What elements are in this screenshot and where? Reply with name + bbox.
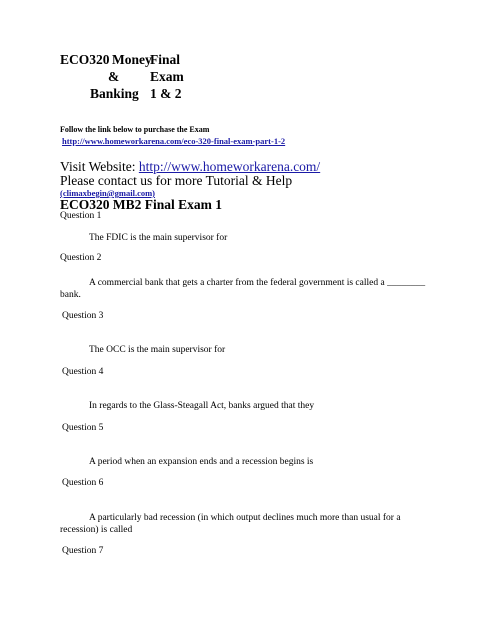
title-ampersand: &	[108, 69, 120, 84]
question-7-label: Question 7	[62, 546, 104, 556]
question-6-text: A particularly bad recession (in which output declines much more than usual for a	[89, 513, 401, 523]
question-5-label: Question 5	[62, 423, 104, 433]
title-banking: Banking	[90, 86, 139, 101]
exam-heading: ECO320 MB2 Final Exam 1	[60, 197, 223, 212]
question-4-label: Question 4	[62, 367, 104, 377]
title-exam: Exam	[150, 69, 184, 84]
purchase-instruction: Follow the link below to purchase the Exam	[60, 125, 210, 134]
question-3-text: The OCC is the main supervisor for	[89, 345, 226, 355]
website-link[interactable]: http://www.homeworkarena.com/	[138, 159, 321, 174]
question-4-text: In regards to the Glass-Steagall Act, banks argued that they	[89, 401, 315, 411]
question-2-text-cont: bank.	[60, 290, 81, 300]
question-1-text: The FDIC is the main supervisor for	[89, 233, 228, 243]
title-final: Final	[150, 52, 181, 67]
question-3-label: Question 3	[62, 311, 104, 321]
purchase-link[interactable]: http://www.homeworkarena.com/eco-320-final-exam-part-1-2	[62, 136, 286, 146]
email-link[interactable]: (climaxbegin@gmail.com)	[60, 188, 156, 198]
title-eco320: ECO320	[60, 52, 110, 67]
title-part: 1 & 2	[150, 86, 182, 101]
question-1-label: Question 1	[60, 211, 102, 221]
question-5-text: A period when an expansion ends and a recession begins is	[89, 457, 314, 467]
title-money: Money	[112, 52, 152, 67]
question-2-text: A commercial bank that gets a charter from the federal government is called a ________	[89, 278, 426, 288]
tutorial-contact-text: Please contact us for more Tutorial & Help	[60, 173, 293, 188]
question-6-label: Question 6	[62, 478, 104, 488]
visit-label: Visit Website:	[60, 159, 139, 174]
question-2-label: Question 2	[60, 253, 102, 263]
question-6-text-cont: recession) is called	[60, 525, 133, 535]
